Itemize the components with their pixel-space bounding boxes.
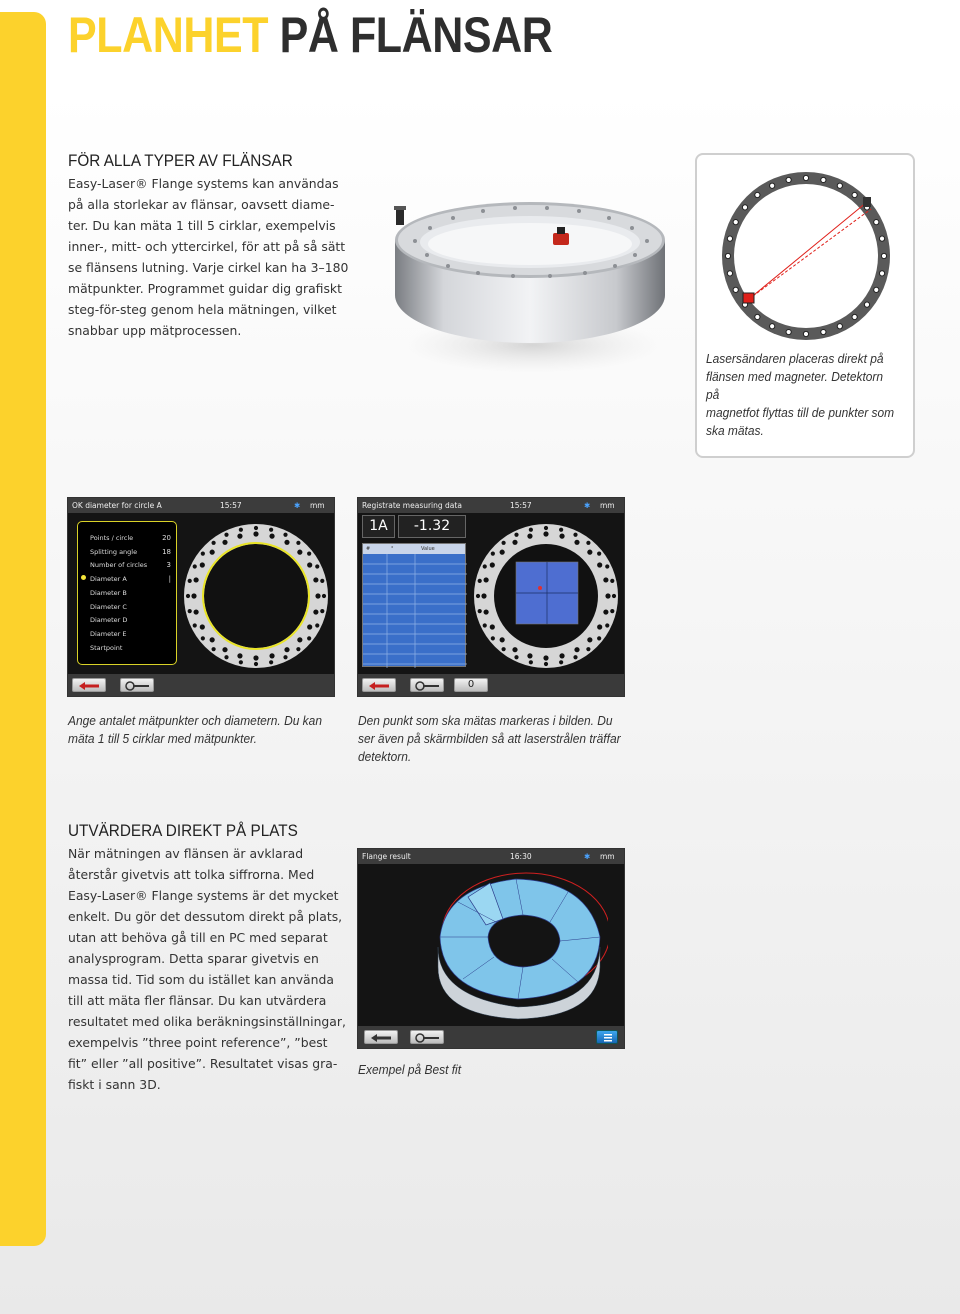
bolt-hole-icon <box>320 579 324 583</box>
bolt-hole-icon <box>481 593 486 598</box>
bolt-hole-icon <box>212 541 216 545</box>
bolt-hole-icon <box>307 552 311 556</box>
bolt-hole-icon <box>194 577 199 582</box>
menu-item-label[interactable]: Diameter C <box>90 602 127 611</box>
bolt-hole-icon <box>269 653 274 658</box>
bolt-hole-icon <box>529 528 533 532</box>
bolt-hole-icon <box>725 253 730 258</box>
screen3-unit: mm <box>600 852 615 861</box>
menu-item-label[interactable]: Diameter D <box>90 616 128 625</box>
bolt-hole-icon <box>733 287 738 292</box>
screen3-title: Flange result <box>362 852 411 861</box>
bolt-hole-icon <box>253 531 258 536</box>
menu-item-value: | <box>168 575 171 584</box>
bolt-hole-icon <box>201 552 205 556</box>
bolt-hole-icon <box>574 647 579 652</box>
bolt-hole-icon <box>597 552 601 556</box>
table-header <box>363 544 465 554</box>
bolt-hole-icon <box>222 540 227 545</box>
menu-item-label[interactable]: Diameter E <box>90 629 127 638</box>
bolt-hole-icon <box>237 653 242 658</box>
wrench-icon <box>411 679 445 693</box>
bolt-hole-icon <box>573 655 577 659</box>
laser-spot-icon <box>538 586 542 590</box>
flange-ring-diagram <box>719 169 893 343</box>
bolt-hole-icon <box>491 552 495 556</box>
bolt-hole-icon <box>484 609 489 614</box>
bolt-hole-icon <box>605 623 609 627</box>
bolt-hole-icon <box>224 533 228 537</box>
bolt-hole-icon <box>284 647 289 652</box>
back-button[interactable] <box>364 1030 398 1044</box>
bolt-hole-icon <box>803 331 808 336</box>
selected-marker-icon <box>81 575 86 580</box>
bolt-hole-icon <box>188 579 192 583</box>
bolt-hole-icon <box>610 579 614 583</box>
bolt-hole-icon <box>727 236 732 241</box>
bolt-hole-icon <box>210 550 215 555</box>
screen2-unit: mm <box>600 501 615 510</box>
page-title <box>68 6 552 64</box>
bolt-hole-icon <box>755 192 760 197</box>
menu-item-label[interactable]: Diameter A <box>90 575 127 584</box>
bolt-hole-icon <box>597 562 602 567</box>
bolt-hole-icon <box>269 528 273 532</box>
bolt-hole-icon <box>194 609 199 614</box>
screen2-bottom-bar <box>358 674 624 696</box>
bolt-hole-icon <box>315 593 320 598</box>
bolt-hole-icon <box>559 528 563 532</box>
screen1-title: OK diameter for circle A <box>72 501 162 510</box>
bolt-hole-icon <box>212 647 216 651</box>
bolt-hole-icon <box>484 577 489 582</box>
bolt-hole-icon <box>786 329 791 334</box>
bolt-hole-icon <box>603 577 608 582</box>
bolt-hole-icon <box>514 533 518 537</box>
page-title-part1: PLANHET <box>68 7 269 63</box>
bolt-hole-icon <box>307 636 311 640</box>
bolt-hole-icon <box>512 540 517 545</box>
screen-diameter-setup <box>67 497 335 697</box>
section1-body: Easy-Laser® Flange systems kan användas på alla storlekar av flänsar, oavsett diame- ter. Du kan mäta 1 till 5 cirklar, exempelvis inner-, mitt- och yttercirkel, för att på så sätt se flänsens lutning. Varje cirkel kan ha 3–180 mätpunkter. Programmet guidar dig grafiskt steg-för-steg genom hela mätningen, vilket snabbar upp mätprocessen. <box>68 176 349 338</box>
back-button[interactable] <box>362 678 396 692</box>
bolt-hole-icon <box>527 534 532 539</box>
bolt-hole-icon <box>224 655 228 659</box>
bolt-hole-icon <box>852 314 857 319</box>
screen3-bottom-bar <box>358 1026 624 1048</box>
page-title-part2: PÅ FLÄNSAR <box>279 7 553 63</box>
bolt-hole-icon <box>269 534 274 539</box>
screen3-title-bar <box>358 849 624 864</box>
bolt-hole-icon <box>283 533 287 537</box>
bolt-hole-icon <box>586 541 590 545</box>
bolt-hole-icon <box>222 647 227 652</box>
bolt-hole-icon <box>597 636 601 640</box>
bolt-hole-icon <box>254 526 258 530</box>
bolt-hole-icon <box>529 660 533 664</box>
flange-photo <box>385 195 675 375</box>
bolt-hole-icon <box>586 647 590 651</box>
bolt-hole-icon <box>544 662 548 666</box>
table-header-cell: ° <box>391 546 394 552</box>
table-grid <box>363 554 467 668</box>
bolt-hole-icon <box>193 564 197 568</box>
bolt-hole-icon <box>201 636 205 640</box>
bolt-hole-icon <box>500 637 505 642</box>
bolt-hole-icon <box>786 177 791 182</box>
bolt-hole-icon <box>803 175 808 180</box>
bolt-hole-icon <box>193 623 197 627</box>
list-icon <box>597 1031 619 1045</box>
bolt-hole-icon <box>502 647 506 651</box>
bolt-hole-icon <box>313 577 318 582</box>
bolt-hole-icon <box>587 550 592 555</box>
bolt-hole-icon <box>476 594 480 598</box>
bolt-hole-icon <box>605 564 609 568</box>
bolt-hole-icon <box>191 593 196 598</box>
section2-body: När mätningen av flänsen är avklarad återstår givetvis att tolka siffrorna. Med Easy-Laser® Flange systems är det mycket enkelt. Du gör det dessutom direkt på plats, utan att behöva gå till en PC med separat analysprogram. Detta sparar givetvis en massa tid. Tid som du istället kan använda till att mäta fler flänsar. Du kan utvärdera resultatet med olika beräkningsinställningar, exempelvis ”three point reference”, ”best fit” eller ”all positive”. Resultatet visas gra- fiskt i sann 3D. <box>68 846 346 1092</box>
bolt-hole-icon <box>597 624 602 629</box>
bolt-hole-icon <box>559 660 563 664</box>
bolt-hole-icon <box>821 329 826 334</box>
wrench-button[interactable] <box>410 678 444 692</box>
bolt-hole-icon <box>307 624 312 629</box>
bolt-hole-icon <box>239 528 243 532</box>
bolt-hole-icon <box>610 609 614 613</box>
bluetooth-icon: ✱ <box>584 852 591 861</box>
yellow-side-band <box>0 12 46 1246</box>
caption-screen1: Ange antalet mätpunkter och diametern. Du kan mäta 1 till 5 cirklar med mätpunkter. <box>68 713 322 746</box>
bolt-hole-icon <box>200 624 205 629</box>
bolt-hole-icon <box>874 220 879 225</box>
menu-item-value: 20 <box>162 534 171 542</box>
bolt-hole-icon <box>322 594 326 598</box>
bolt-hole-icon <box>587 637 592 642</box>
bolt-hole-icon <box>186 594 190 598</box>
bolt-hole-icon <box>742 205 747 210</box>
bolt-hole-icon <box>879 271 884 276</box>
bolt-hole-icon <box>733 220 738 225</box>
bolt-hole-icon <box>879 236 884 241</box>
bolt-hole-icon <box>573 533 577 537</box>
bolt-hole-icon <box>881 253 886 258</box>
bolt-hole-icon <box>490 562 495 567</box>
laser-diagram-box <box>695 153 915 458</box>
bolt-hole-icon <box>320 609 324 613</box>
bolt-hole-icon <box>315 623 319 627</box>
bolt-hole-icon <box>512 647 517 652</box>
bolt-hole-icon <box>254 662 258 666</box>
bolt-hole-icon <box>543 531 548 536</box>
screen-registrate-data <box>357 497 625 697</box>
menu-item-label[interactable]: Splitting angle <box>90 547 138 556</box>
bolt-hole-icon <box>188 609 192 613</box>
measurement-table <box>362 543 466 667</box>
bolt-hole-icon <box>727 271 732 276</box>
back-button[interactable] <box>72 678 106 692</box>
menu-item-label[interactable]: Diameter B <box>90 588 127 597</box>
screen1-bottom-bar <box>68 674 334 696</box>
bolt-hole-icon <box>478 579 482 583</box>
table-header-cell: Value <box>421 546 435 552</box>
bluetooth-icon: ✱ <box>294 501 301 510</box>
section2-heading: UTVÄRDERA DIREKT PÅ PLATS <box>68 821 298 840</box>
bolt-hole-icon <box>500 550 505 555</box>
bolt-hole-icon <box>491 636 495 640</box>
bolt-hole-icon <box>770 183 775 188</box>
bolt-hole-icon <box>837 183 842 188</box>
bolt-hole-icon <box>253 655 258 660</box>
screen1-flange-ring <box>182 522 330 670</box>
screen2-time: 15:57 <box>510 501 532 510</box>
bolt-hole-icon <box>490 624 495 629</box>
screen1-time: 15:57 <box>220 501 242 510</box>
bolt-hole-icon <box>544 526 548 530</box>
bolt-hole-icon <box>821 177 826 182</box>
wrench-icon <box>411 1031 445 1045</box>
bolt-hole-icon <box>296 647 300 651</box>
screen2-flange-ring <box>472 522 620 670</box>
bolt-hole-icon <box>313 609 318 614</box>
bolt-hole-icon <box>483 564 487 568</box>
bolt-hole-icon <box>559 534 564 539</box>
bolt-hole-icon <box>527 653 532 658</box>
screen3-time: 16:30 <box>510 852 532 861</box>
menu-item-value: 3 <box>166 561 171 570</box>
bolt-hole-icon <box>770 324 775 329</box>
bolt-hole-icon <box>200 562 205 567</box>
bolt-hole-icon <box>559 653 564 658</box>
bolt-hole-icon <box>239 660 243 664</box>
bolt-hole-icon <box>837 324 842 329</box>
bolt-hole-icon <box>297 637 302 642</box>
screen2-title: Registrate measuring data <box>362 501 462 510</box>
section1-heading: FÖR ALLA TYPER AV FLÄNSAR <box>68 151 293 170</box>
bolt-hole-icon <box>605 593 610 598</box>
screen1-title-bar <box>68 498 334 513</box>
bolt-hole-icon <box>755 314 760 319</box>
bolt-hole-icon <box>603 609 608 614</box>
screen-flange-result <box>357 848 625 1049</box>
bolt-hole-icon <box>307 562 312 567</box>
table-header-cell: # <box>366 546 371 552</box>
bolt-hole-icon <box>284 540 289 545</box>
bolt-hole-icon <box>502 541 506 545</box>
bolt-hole-icon <box>574 540 579 545</box>
menu-button[interactable] <box>596 1030 618 1044</box>
wrench-button[interactable] <box>410 1030 444 1044</box>
bolt-hole-icon <box>543 655 548 660</box>
bolt-hole-icon <box>852 192 857 197</box>
bolt-hole-icon <box>297 550 302 555</box>
bolt-hole-icon <box>612 594 616 598</box>
flange-3d-result-plot <box>428 867 608 1025</box>
menu-item-label[interactable]: Number of circles <box>90 561 148 570</box>
caption-screen3: Exempel på Best fit <box>358 1062 462 1077</box>
bolt-hole-icon <box>514 655 518 659</box>
reading-display: -1.32 <box>398 515 466 538</box>
wrench-button[interactable] <box>120 678 154 692</box>
bolt-hole-icon <box>874 287 879 292</box>
bolt-hole-icon <box>269 660 273 664</box>
screen1-settings-menu <box>77 521 177 665</box>
bluetooth-icon: ✱ <box>584 501 591 510</box>
screen1-unit: mm <box>310 501 325 510</box>
bolt-hole-icon <box>237 534 242 539</box>
bolt-hole-icon <box>483 623 487 627</box>
menu-item-value: 18 <box>162 547 171 556</box>
menu-item-label[interactable]: Startpoint <box>90 643 123 652</box>
bolt-hole-icon <box>315 564 319 568</box>
point-id-display: 1A <box>362 515 395 538</box>
zero-button[interactable]: 0 <box>454 678 488 692</box>
bolt-hole-icon <box>283 655 287 659</box>
bolt-hole-icon <box>478 609 482 613</box>
bolt-hole-icon <box>210 637 215 642</box>
bolt-hole-icon <box>864 302 869 307</box>
bolt-hole-icon <box>296 541 300 545</box>
back-arrow-icon <box>365 1031 399 1045</box>
screen2-title-bar <box>358 498 624 513</box>
caption-screen2: Den punkt som ska mätas markeras i bilden. Du ser även på skärmbilden så att laserstrålen träffar detektorn. <box>358 713 621 764</box>
menu-item-label[interactable]: Points / circle <box>90 534 134 542</box>
wrench-icon <box>121 679 155 693</box>
diagram-caption: Lasersändaren placeras direkt på flänsen med magneter. Detektorn på magnetfot flyttas till de punkter som ska mätas. <box>706 351 895 438</box>
